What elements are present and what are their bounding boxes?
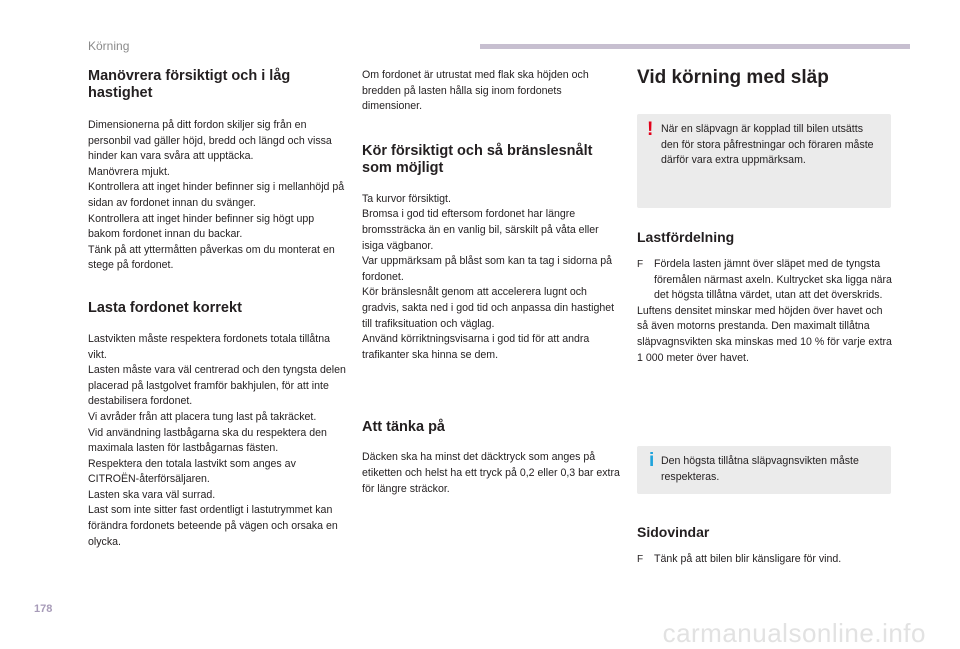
heading-load-distribution: Lastfördelning xyxy=(637,229,735,245)
warning-icon: ! xyxy=(647,119,654,140)
header-divider xyxy=(480,44,910,49)
bullet-text: Fördela lasten jämnt över släpet med de tyngsta föremålen närmast axeln. Kultrycket ska ligga nära det högsta tillåtna värdet, utan att det överskrids. xyxy=(654,258,892,302)
heading-keep-in-mind: Att tänka på xyxy=(362,419,445,436)
info-icon: i xyxy=(649,450,655,471)
list-item xyxy=(637,552,892,568)
bullet-text: Tänk på att bilen blir känsligare för vind. xyxy=(654,553,842,565)
paragraph-tyres: Däcken ska ha minst det däcktryck som anges på etiketten och helst ha ett tryck på 0,2 eller 0,3 bar extra för längre sträckor. xyxy=(362,451,620,495)
bullet-marker: F xyxy=(637,259,644,270)
page-number: 178 xyxy=(34,603,53,615)
column-right xyxy=(637,66,892,90)
column-middle xyxy=(362,68,620,497)
crosswind-section xyxy=(637,524,892,568)
heading-load: Lasta fordonet korrekt xyxy=(88,299,242,316)
warning-text: När en släpvagn är kopplad till bilen utsätts den för stora påfrestningar och föraren måste därför vara extra uppmärksam. xyxy=(661,123,874,167)
paragraph-altitude: Luftens densitet minskar med höjden över havet och så även motorns prestanda. Den maximalt tillåtna släpvagnsvikten ska minskas med 10 % för varje extra 1 000 meter över havet. xyxy=(637,304,892,364)
column-left xyxy=(88,68,346,550)
info-box xyxy=(637,446,891,494)
load-distribution-section xyxy=(637,229,892,366)
section-label: Körning xyxy=(88,39,130,53)
heading-maneuver: Manövrera försiktigt och i låg hastighet xyxy=(88,68,291,101)
bullet-marker: F xyxy=(637,554,644,565)
watermark: carmanualsonline.info xyxy=(662,618,926,648)
paragraph-maneuver: Dimensionerna på ditt fordon skiljer sig från en personbil vad gäller höjd, bredd och längd och vissa hinder kan vara svåra att upptäcka. Manövrera mjukt. Kontrollera att inget hinder befinner sig i mellanhöjd på sidan av fordonet innan du svänger. Kontrollera att inget hinder befinner sig högt upp bakom fordonet innan du backar. Tänk på att yttermåtten påverkas om du monterat en stege på fordonet. xyxy=(88,119,345,272)
info-text: Den högsta tillåtna släpvagnsvikten måste respekteras. xyxy=(661,455,859,483)
paragraph-load: Lastvikten måste respektera fordonets totala tillåtna vikt. Lasten måste vara väl centrerad och den tyngsta delen placerad på lastgolvet framför bakhjulen, för att inte destabilisera fordonet. Vi avråder från att placera tung last på takräcket. Vid användning lastbågarna ska du respektera den maximala lasten för lastbågarnas fästen. Respektera den totala lastvikt som anges av CITROËN-återförsäljaren. Lasten ska vara väl surrad. Last som inte sitter fast ordentligt i lastutrymmet kan förändra fordonets beteende på vägen och orsaka en olycka. xyxy=(88,332,346,548)
heading-towing: Vid körning med släp xyxy=(637,67,829,88)
paragraph-drive-economy: Ta kurvor försiktigt. Bromsa i god tid eftersom fordonet har längre bromssträcka än en vanlig bil, särskilt på våta eller isiga vägbanor. Var uppmärksam på blåst som kan ta tag i sidorna på fordonet. Kör bränslesnålt genom att accelerera lugnt och gradvis, sakta ned i god tid och anpassa din hastighet till trafiksituation och väglag. Använd körriktningsvisarna i god tid för att andra trafikanter ska hinna se dem. xyxy=(362,192,615,361)
heading-drive-economy: Kör försiktigt och så bränslesnålt som möjligt xyxy=(362,142,593,176)
heading-crosswind: Sidovindar xyxy=(637,524,710,540)
warning-box xyxy=(637,114,891,208)
list-item xyxy=(637,257,892,304)
paragraph-flatbed: Om fordonet är utrustat med flak ska höjden och bredden på lasten hålla sig inom fordonets dimensioner. xyxy=(362,69,589,113)
